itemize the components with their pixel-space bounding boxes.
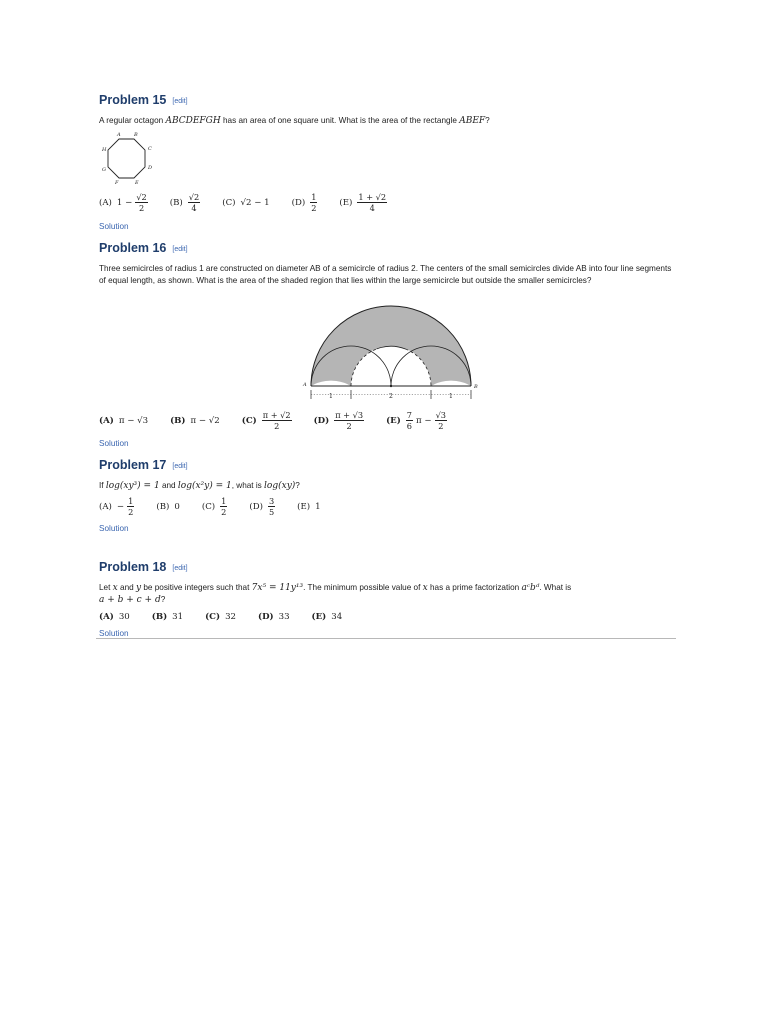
numerator: √2 bbox=[136, 192, 147, 202]
problem-17-text-3: , what is bbox=[231, 481, 265, 490]
choice-b bbox=[170, 193, 200, 212]
center-point bbox=[390, 385, 392, 387]
choice-e bbox=[297, 502, 320, 512]
choice-e bbox=[312, 612, 343, 622]
choice-label: (E) bbox=[297, 501, 311, 512]
denominator: 2 bbox=[221, 507, 227, 518]
octagon-label-c: C bbox=[148, 146, 152, 152]
choice-label: (D) bbox=[291, 197, 306, 208]
octagon-label-f: F bbox=[115, 180, 119, 186]
variable-x: x bbox=[112, 583, 118, 593]
choice-label: (E) bbox=[311, 612, 327, 622]
choice-d bbox=[249, 497, 275, 516]
problem-15-text-2: has an area of one square unit. What is the area of the rectangle bbox=[220, 116, 460, 125]
choice-d bbox=[314, 411, 364, 430]
choice-label: (E) bbox=[339, 197, 353, 208]
problem-18-statement bbox=[99, 582, 679, 606]
numerator: 1 + √2 bbox=[358, 192, 387, 202]
choice-c bbox=[202, 497, 228, 516]
choice-d bbox=[258, 612, 290, 622]
choice-label: (A) bbox=[99, 612, 114, 622]
fraction bbox=[135, 193, 147, 212]
problem-15-octagon-name: ABCDEFGH bbox=[165, 116, 221, 126]
choice-d bbox=[292, 193, 318, 212]
denominator: 2 bbox=[138, 203, 145, 214]
choice-value: 34 bbox=[331, 612, 343, 622]
equation-2: log(x²y) = 1 bbox=[177, 481, 232, 491]
numerator: √2 bbox=[188, 192, 200, 202]
choice-label: (C) bbox=[201, 501, 216, 512]
problem-17-text-2: and bbox=[159, 481, 178, 490]
problem-18-title bbox=[99, 560, 188, 574]
problem-15-solution-link[interactable]: Solution bbox=[99, 222, 129, 231]
problem-15-text: A regular octagon bbox=[99, 116, 166, 125]
problem-17-choices bbox=[99, 497, 343, 516]
denominator: 6 bbox=[406, 421, 412, 432]
choice-a bbox=[99, 612, 130, 622]
problem-18-solution-link[interactable]: Solution bbox=[99, 629, 129, 638]
choice-value: 1 bbox=[315, 501, 321, 512]
problem-15-edit-link[interactable]: [edit] bbox=[172, 98, 188, 105]
variable-y: y bbox=[135, 583, 142, 593]
octagon-label-b: B bbox=[134, 132, 138, 138]
segment-label-1: 1 bbox=[329, 393, 333, 400]
choice-e bbox=[386, 411, 447, 430]
problem-17-heading: Problem 17 bbox=[99, 458, 167, 472]
choice-label: (E) bbox=[386, 415, 401, 426]
problem-15-text-end: ? bbox=[485, 116, 490, 125]
problem-15-title bbox=[99, 93, 188, 107]
denominator: 5 bbox=[268, 507, 275, 518]
choice-prefix: − bbox=[116, 501, 125, 512]
choice-label: (B) bbox=[170, 415, 186, 426]
numerator: 3 bbox=[268, 496, 275, 506]
problem-17-statement bbox=[99, 480, 679, 492]
segment-label-2: 2 bbox=[389, 393, 393, 400]
problem-15-statement bbox=[99, 115, 679, 127]
choice-value: 0 bbox=[174, 501, 180, 512]
point-b-label: B bbox=[474, 384, 478, 390]
choice-label: (B) bbox=[151, 612, 168, 622]
problem-18-text-end: ? bbox=[160, 595, 166, 604]
choice-label: (D) bbox=[249, 501, 263, 512]
numerator: 1 bbox=[221, 496, 227, 506]
denominator: 2 bbox=[274, 421, 280, 432]
choice-value: √2 − 1 bbox=[240, 197, 270, 208]
problem-17-edit-link[interactable]: [edit] bbox=[172, 463, 188, 470]
problem-18-text-3: be positive integers such that bbox=[141, 583, 252, 592]
choice-label: (C) bbox=[205, 612, 221, 622]
choice-b bbox=[152, 612, 183, 622]
sum-expression: a + b + c + d bbox=[99, 595, 161, 605]
choice-value: π − √3 bbox=[118, 415, 149, 426]
point-a-label: A bbox=[303, 382, 307, 388]
choice-label: (D) bbox=[313, 415, 330, 426]
semicircle-figure bbox=[298, 306, 498, 426]
fraction bbox=[262, 411, 292, 430]
choice-b bbox=[170, 416, 220, 426]
problem-18-text: Let bbox=[99, 583, 113, 592]
octagon-label-e: E bbox=[135, 180, 139, 186]
problem-18-text-6: . What is bbox=[539, 583, 572, 592]
choice-label: (D) bbox=[258, 612, 274, 622]
choice-e bbox=[339, 193, 387, 212]
problem-16-heading: Problem 16 bbox=[99, 241, 167, 255]
prime-factorization: aᶜbᵈ bbox=[521, 583, 540, 593]
choice-value: 33 bbox=[278, 612, 290, 622]
variable-x-2: x bbox=[422, 583, 428, 593]
target-expression: log(xy) bbox=[264, 481, 296, 491]
problem-17-text-end: ? bbox=[295, 481, 300, 490]
fraction bbox=[220, 497, 227, 516]
numerator: 7 bbox=[406, 410, 412, 420]
problem-15-choices bbox=[99, 193, 409, 212]
denominator: 2 bbox=[346, 421, 352, 432]
choice-value: 32 bbox=[225, 612, 237, 622]
problem-15-rectangle-name: ABEF bbox=[459, 116, 486, 126]
problem-16-statement: Three semicircles of radius 1 are constructed on diameter AB of a semicircle of radius 2. The centers of the small semicircles divide AB into four line segments of equal length, as shown. What is the area of the shaded region that lies within the large semicircle but outside the smaller semicircles? bbox=[99, 264, 672, 285]
octagon-label-h: H bbox=[102, 147, 107, 153]
problem-18-text-4: . The minimum possible value of bbox=[303, 583, 423, 592]
choice-value: 30 bbox=[118, 612, 130, 622]
octagon-figure bbox=[98, 130, 158, 190]
fraction bbox=[357, 193, 387, 212]
choice-label: (B) bbox=[169, 197, 183, 208]
problem-16-solution-link[interactable]: Solution bbox=[99, 439, 129, 448]
denominator: 4 bbox=[369, 203, 375, 214]
choice-value: π − √2 bbox=[190, 415, 220, 426]
problem-16-title bbox=[99, 241, 188, 255]
segment-label-3: 1 bbox=[449, 393, 453, 400]
octagon-label-d: D bbox=[148, 165, 153, 171]
fraction bbox=[435, 411, 447, 430]
octagon-label-a: A bbox=[117, 132, 121, 138]
choice-a bbox=[99, 497, 134, 516]
equation-1: log(xy³) = 1 bbox=[105, 481, 160, 491]
choice-label: (C) bbox=[241, 415, 257, 426]
octagon-label-g: G bbox=[102, 167, 106, 173]
choice-b bbox=[156, 502, 180, 512]
fraction bbox=[406, 411, 413, 430]
problem-17-title bbox=[99, 458, 188, 472]
numerator: π + √3 bbox=[335, 410, 364, 420]
choice-middle: π − bbox=[415, 415, 432, 426]
choice-label: (A) bbox=[99, 197, 112, 208]
denominator: 2 bbox=[438, 421, 444, 432]
octagon-shape bbox=[108, 139, 145, 178]
equation: 7x⁵ = 11y¹³ bbox=[251, 583, 304, 593]
problem-18-heading: Problem 18 bbox=[99, 560, 167, 574]
choice-c bbox=[205, 612, 236, 622]
numerator: 1 bbox=[128, 496, 134, 506]
choice-a bbox=[99, 416, 148, 426]
denominator: 2 bbox=[311, 203, 317, 214]
choice-c bbox=[222, 198, 269, 208]
problem-17-solution-link[interactable]: Solution bbox=[99, 524, 129, 533]
choice-label: (B) bbox=[156, 501, 170, 512]
choice-prefix: 1 − bbox=[116, 197, 133, 208]
choice-a bbox=[99, 193, 148, 212]
numerator: π + √2 bbox=[262, 410, 291, 420]
numerator: √3 bbox=[435, 410, 447, 420]
choice-label: (C) bbox=[222, 197, 236, 208]
fraction bbox=[268, 497, 275, 516]
denominator: 2 bbox=[128, 507, 134, 518]
problem-15-heading: Problem 15 bbox=[99, 93, 167, 107]
problem-16-edit-link[interactable]: [edit] bbox=[172, 246, 188, 253]
fraction bbox=[310, 193, 317, 212]
choice-c bbox=[242, 411, 292, 430]
problem-16-choices bbox=[99, 411, 469, 430]
choice-label: (A) bbox=[99, 415, 114, 426]
choice-label: (A) bbox=[99, 501, 112, 512]
fraction bbox=[188, 193, 200, 212]
section-divider bbox=[96, 638, 676, 639]
problem-18-edit-link[interactable]: [edit] bbox=[172, 565, 188, 572]
problem-18-choices bbox=[99, 612, 364, 622]
problem-18-text-2: and bbox=[117, 583, 136, 592]
problem-17-text: If bbox=[99, 481, 106, 490]
fraction bbox=[127, 497, 134, 516]
choice-value: 31 bbox=[172, 612, 184, 622]
numerator: 1 bbox=[311, 192, 317, 202]
denominator: 4 bbox=[191, 203, 197, 214]
fraction bbox=[334, 411, 364, 430]
problem-18-text-5: has a prime factorization bbox=[427, 583, 522, 592]
